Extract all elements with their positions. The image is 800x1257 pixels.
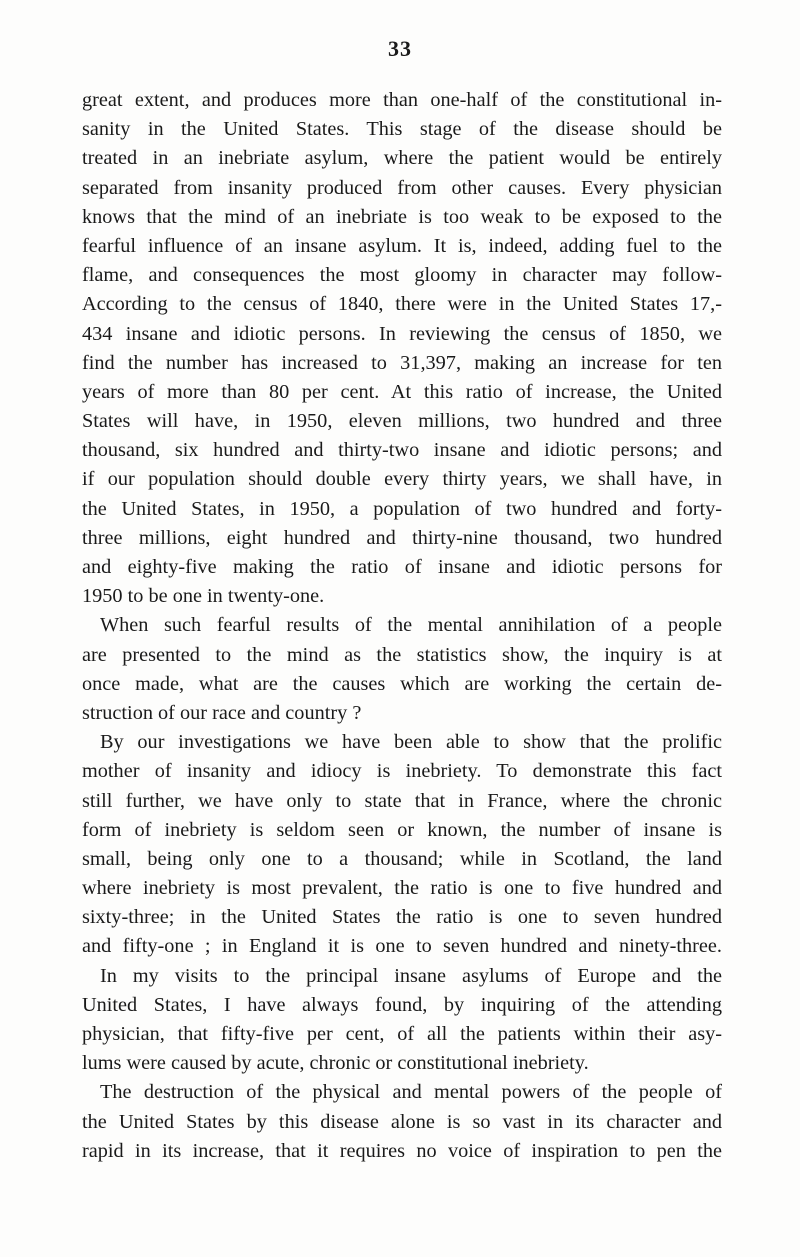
text-line: separated from insanity produced from other causes. Every physician [82,176,722,199]
text-line: The destruction of the physical and mental powers of the people of [100,1081,722,1104]
text-line: great extent, and produces more than one-half of the constitutional in- [82,89,722,111]
text-line: once made, what are the causes which are working the certain de- [82,672,722,695]
body-text [82,86,722,1166]
text-line: fearful influence of an insane asylum. It is, indeed, adding fuel to the [82,234,722,257]
text-line: if our population should double every thirty years, we shall have, in [82,468,722,491]
text-line: States will have, in 1950, eleven millions, two hundred and three [82,410,722,433]
text-line: find the number has increased to 31,397, making an increase for ten [82,351,722,374]
text-line: lums were caused by acute, chronic or constitutional inebriety. [82,1052,589,1075]
text-line: three millions, eight hundred and thirty-nine thousand, two hundred [82,526,722,549]
text-line: still further, we have only to state that in France, where the chronic [82,789,722,812]
text-line: and eighty-five making the ratio of insane and idiotic persons for [82,556,722,578]
text-line: small, being only one to a thousand; while in Scotland, the land [82,847,722,870]
text-line: In my visits to the principal insane asylums of Europe and the [100,964,722,987]
page-number: 33 [388,36,412,61]
text-line: sixty-three; in the United States the ratio is one to seven hundred [82,906,722,929]
text-line: struction of our race and country ? [82,701,362,724]
text-line: where inebriety is most prevalent, the ratio is one to five hundred and [82,877,722,900]
text-line: thousand, six hundred and thirty-two insane and idiotic persons; and [82,439,722,462]
text-line: the United States by this disease alone is so vast in its character and [82,1110,722,1133]
text-line: form of inebriety is seldom seen or known, the number of insane is [82,818,722,841]
text-line: sanity in the United States. This stage of the disease should be [82,118,722,141]
text-line: 434 insane and idiotic persons. In reviewing the census of 1850, we [82,322,722,345]
text-line: mother of insanity and idiocy is inebriety. To demonstrate this fact [82,760,722,783]
text-line: the United States, in 1950, a population of two hundred and forty- [82,497,722,520]
text-line: According to the census of 1840, there were in the United States 17,- [82,293,722,316]
text-line: When such fearful results of the mental annihilation of a people [100,614,722,637]
text-line: years of more than 80 per cent. At this ratio of increase, the United [82,380,722,403]
text-line: knows that the mind of an inebriate is too weak to be exposed to the [82,205,722,228]
text-line: rapid in its increase, that it requires no voice of inspiration to pen the [82,1139,722,1162]
text-line: United States, I have always found, by inquiring of the attending [82,993,722,1016]
text-line: and fifty-one ; in England it is one to seven hundred and ninety-three. [82,935,722,958]
text-line: By our investigations we have been able to show that the prolific [100,731,722,754]
text-line: physician, that fifty-five per cent, of all the patients within their asy- [82,1023,722,1045]
text-line: are presented to the mind as the statistics show, the inquiry is at [82,643,722,666]
text-line: flame, and consequences the most gloomy in character may follow- [82,264,722,287]
text-line: 1950 to be one in twenty-one. [82,585,325,608]
text-line: treated in an inebriate asylum, where the patient would be entirely [82,147,722,170]
